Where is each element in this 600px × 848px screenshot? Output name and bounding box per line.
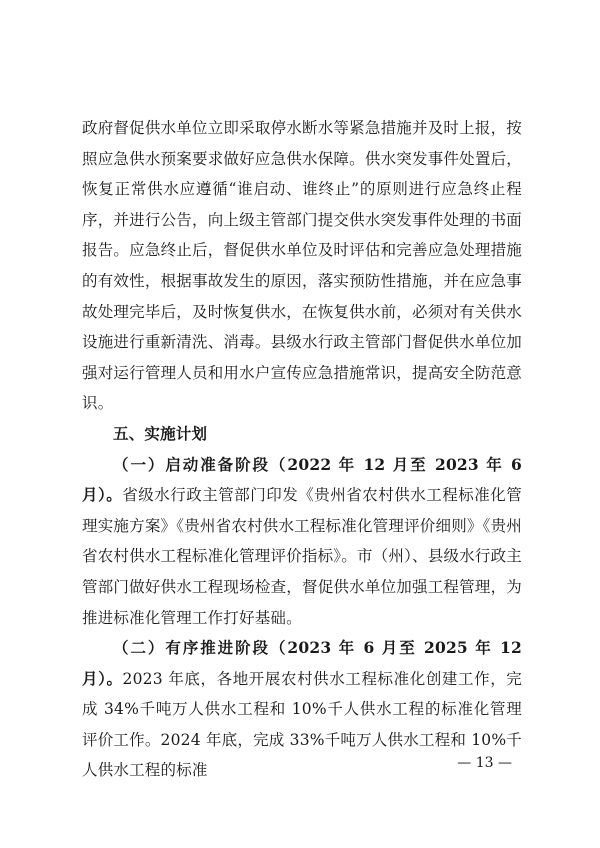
paragraph-stage-one [82, 450, 522, 634]
paragraph-emergency-handling: 政府督促供水单位立即采取停水断水等紧急措施并及时上报，按照应急供水预案要求做好应急供水保障。供水突发事件处置后，恢复正常供水应遵循“谁启动、谁终止”的原则进行应急终止程序，并进行公告，向上级主管部门提交供水突发事件处理的书面报告。应急终止后，督促供水单位及时评估和完善应急处理措施的有效性，根据事故发生的原因，落实预防性措施，并在应急事故处理完毕后，及时恢复供水，在恢复供水前，必须对有关供水设施进行重新清洗、消毒。县级水行政主管部门督促供水单位加强对运行管理人员和用水户宣传应急措施常识，提高安全防范意识。 [82, 119, 522, 413]
stage-two-label: （二）有序推进阶段（2023 年 6 月至 2025 年 12 月）。 [82, 638, 522, 688]
stage-two-text: 2023 年底，各地开展农村供水工程标准化创建工作，完成 34%千吨万人供水工程和 10%千人供水工程的标准化管理评价工作。2024 年底，完成 33%千吨万人供水工程和 10%千人供水工程的标准 [82, 669, 522, 780]
stage-one-label: （一）启动准备阶段（2022 年 12 月至 2023 年 6 月）。 [82, 454, 522, 505]
page-number: — 13 — [457, 755, 512, 771]
stage-one-text: 省级水行政主管部门印发《贵州省农村供水工程标准化管理实施方案》《贵州省农村供水工程标准化管理评价细则》《贵州省农村供水工程标准化管理评价指标》。市（州）、县级水行政主管部门做好供水工程现场检查，督促供水单位加强工程管理，为推进标准化管理工作打好基础。 [82, 486, 522, 627]
document-body [82, 113, 522, 786]
page-footer [0, 755, 600, 775]
section-heading-implementation-plan: 五、实施计划 [113, 424, 208, 443]
